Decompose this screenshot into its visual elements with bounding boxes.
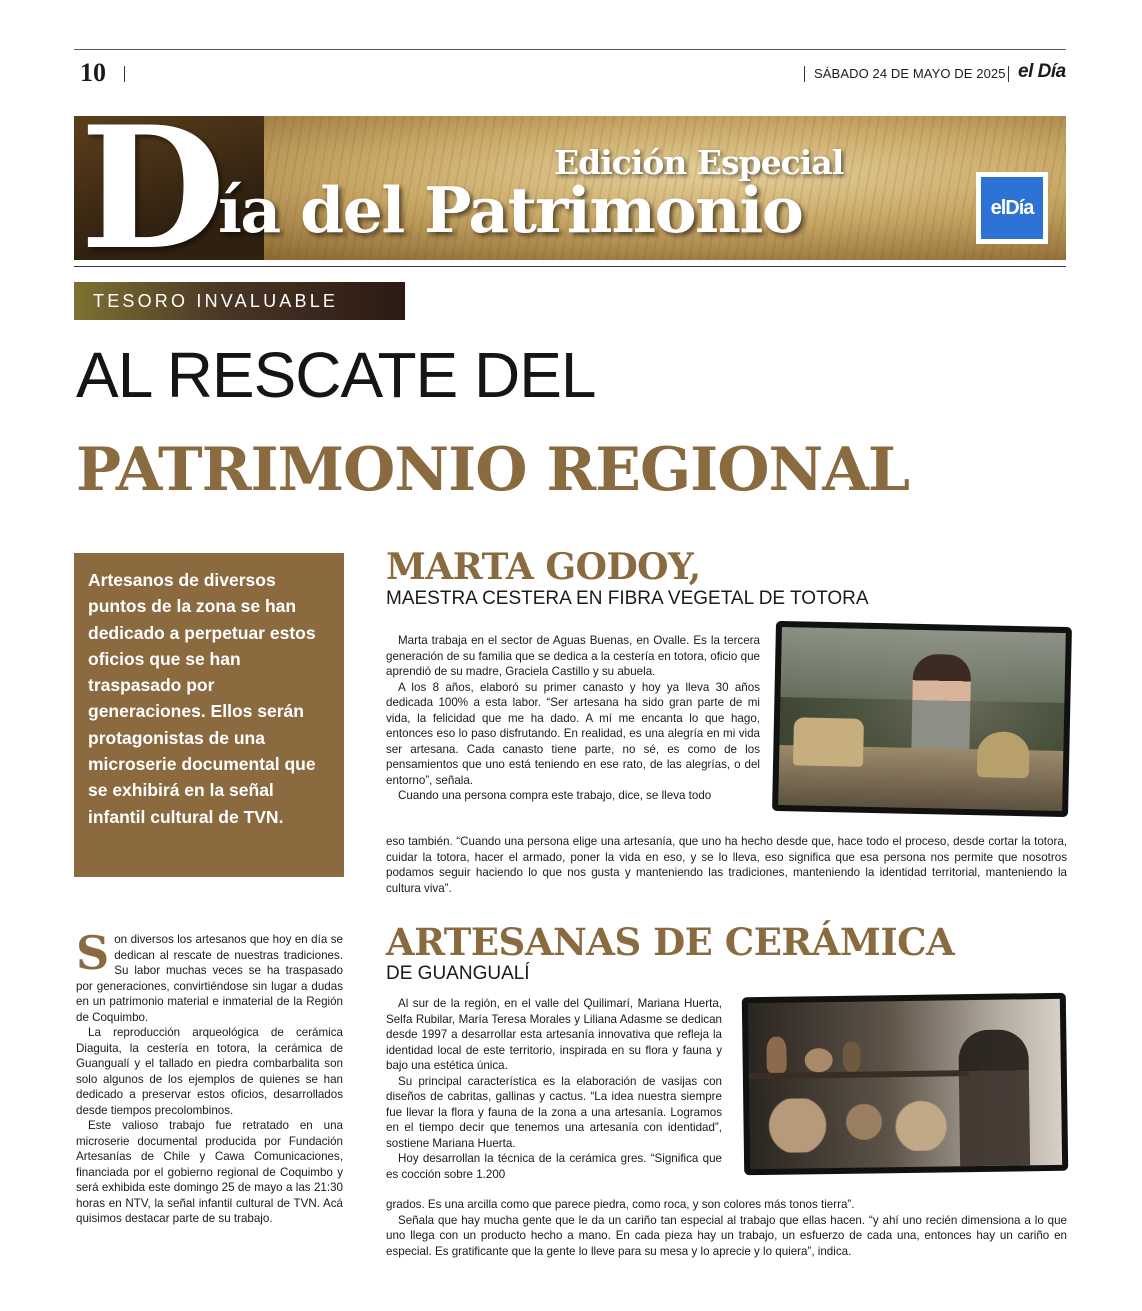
marta-godoy-photo	[772, 621, 1072, 817]
banner-edition-label: Edición Especial	[554, 143, 844, 182]
section1-title: MARTA GODOY,	[386, 546, 701, 588]
intro-article	[76, 926, 343, 1227]
headline-line-1: AL RESCATE DEL	[76, 339, 596, 411]
newspaper-logo	[976, 172, 1048, 244]
section1-body-wide	[386, 834, 1067, 896]
special-edition-banner	[74, 116, 1066, 260]
section1-paragraph: A los 8 años, elaboró su primer canasto y hoy ya lleva 30 años dedicada 100% a esta labor. “Ser artesana ha sido gran parte de mi vida, la felicidad que me ha dado. A mí me encanta lo que hago, entonces eso lo paso disfrutando. En realidad, es una alegría en mi vida ser artesana. Cada canasto tiene parte, no sé, es como de los pensamientos que uno está teniendo en ese rato, de las alegrías, o del entorno”, señala.	[386, 680, 760, 787]
section1-body	[386, 633, 760, 804]
folio-divider	[804, 66, 805, 82]
pottery-group	[759, 1096, 950, 1153]
top-rule	[74, 49, 1066, 50]
section2-paragraph: grados. Es una arcilla como que parece piedra, como roca, y son colores más tonos tierra”.	[386, 1198, 855, 1211]
banner-rule	[74, 266, 1066, 267]
photo-image	[778, 627, 1066, 811]
intro-paragraph: Son diversos los artesanos que hoy en día se dedican al rescate de nuestras tradiciones. Su labor muchas veces se ha traspasado por generaciones, convirtiéndose sin lugar a dudas en un patrimonio material e inmaterial de la Región de Coquimbo.	[76, 926, 343, 1024]
section1-paragraph: Marta trabaja en el sector de Aguas Buenas, en Ovalle. Es la tercera generación de su familia que se dedica a la cestería en totora, oficio que aprendió de su madre, Graciela Castillo y su abuela.	[386, 634, 760, 678]
intro-paragraph: Este valioso trabajo fue retratado en una microserie documental producida por Fundación Artesanías de Chile y Cawa Comunicaciones, financiada por el gobierno regional de Coquimbo y será exhibida este domingo 25 de mayo a las 21:30 horas en NTV, la señal infantil cultural de TVN. Acá quisimos destacar parte de su trabajo.	[76, 1119, 343, 1225]
pottery-shape	[842, 1042, 860, 1072]
section2-title: ARTESANAS DE CERÁMICA	[386, 920, 955, 964]
ceramics-photo	[742, 993, 1068, 1176]
teaser-text: Artesanos de diversos puntos de la zona se han dedicado a perpetuar estos oficios que se han traspasado por generaciones. Ellos serán protagonistas de una microserie documental que se exhibirá en la señal infantil cultural de TVN.	[88, 570, 316, 827]
basket-shape	[793, 717, 864, 766]
pottery-shape	[804, 1048, 832, 1072]
issue-date: SÁBADO 24 DE MAYO DE 2025	[814, 66, 1006, 81]
drop-cap: S	[76, 926, 110, 980]
section2-body	[386, 996, 722, 1182]
pottery-shape	[766, 1037, 787, 1073]
section1-paragraph: eso también. “Cuando una persona elige una artesanía, que uno ha hecho desde que, hace todo el proceso, desde cortar la totora, cuidar la totora, hacer el armado, poner la vida en eso, y se lo lleva, eso significa que esa persona nos permite que nosotros podamos seguir haciendo lo que nos gusta y manteniendo las tradiciones, manteniendo la identidad territorial, manteniendo la cultura viva”.	[386, 835, 1067, 895]
section2-body-wide	[386, 1197, 1067, 1259]
banner-initial-letter: D	[80, 116, 226, 260]
page-number: 10	[80, 58, 106, 87]
basket-shape	[977, 731, 1030, 778]
section2-paragraph: Su principal característica es la elaboración de vasijas con diseños de cabritas, gallinas y cactus. “La idea nuestra siempre fue llevar la flora y fauna de la zona a una artesanía. Logramos en el tiempo decir que tenemos una artesanía con identidad”, sostiene Mariana Huerta.	[386, 1074, 722, 1150]
kicker-text: TESORO INVALUABLE	[93, 291, 339, 311]
section2-paragraph: Al sur de la región, en el valle del Quilimarí, Mariana Huerta, Selfa Rubilar, María Teresa Morales y Liliana Adasme se dedican desde 1997 a desarrollar esta artesanía innovativa que refleja la identidad local de este territorio, inspirada en su flora y fauna y bajo una estética única.	[386, 997, 722, 1072]
teaser-box	[74, 553, 344, 877]
section2-subtitle: DE GUANGUALÍ	[386, 963, 530, 984]
section1-paragraph: Cuando una persona compra este trabajo, dice, se lleva todo	[398, 789, 712, 802]
headline-line-2: PATRIMONIO REGIONAL	[76, 435, 910, 505]
photo-image	[748, 999, 1062, 1169]
folio-divider	[124, 66, 125, 82]
logo-text: elDía	[981, 177, 1043, 239]
section2-paragraph: Hoy desarrollan la técnica de la cerámica gres. “Significa que es cocción sobre 1.200	[386, 1152, 722, 1181]
intro-paragraph: La reproducción arqueológica de cerámica Diaguita, la cestería en totora, la cerámica de Guangualí y el tallado en piedra combarbalita son solo algunos de los ejemplos de quienes se han dedicado a preservar estos oficios, desarrollados desde tiempos precolombinos.	[76, 1026, 343, 1117]
banner-title: ía del Patrimonio	[218, 173, 803, 247]
folio-divider	[1008, 66, 1009, 82]
section1-subtitle: MAESTRA CESTERA EN FIBRA VEGETAL DE TOTORA	[386, 588, 869, 609]
kicker-tag	[74, 282, 405, 320]
section2-paragraph: Señala que hay mucha gente que le da un cariño tan especial al trabajo que ellas hacen. “y ahí uno recién dimensiona a lo que uno llega con un producto hecho a mano. En cada pieza hay un trabajo, un esfuerzo de cada una, entonces hay un cariño en especial. Es gratificante que la gente lo lleve para su mesa y lo aprecie y lo quiera”, indica.	[386, 1213, 1067, 1258]
newspaper-brand: el Día	[1018, 61, 1066, 82]
artisan-figure	[958, 1029, 1030, 1166]
